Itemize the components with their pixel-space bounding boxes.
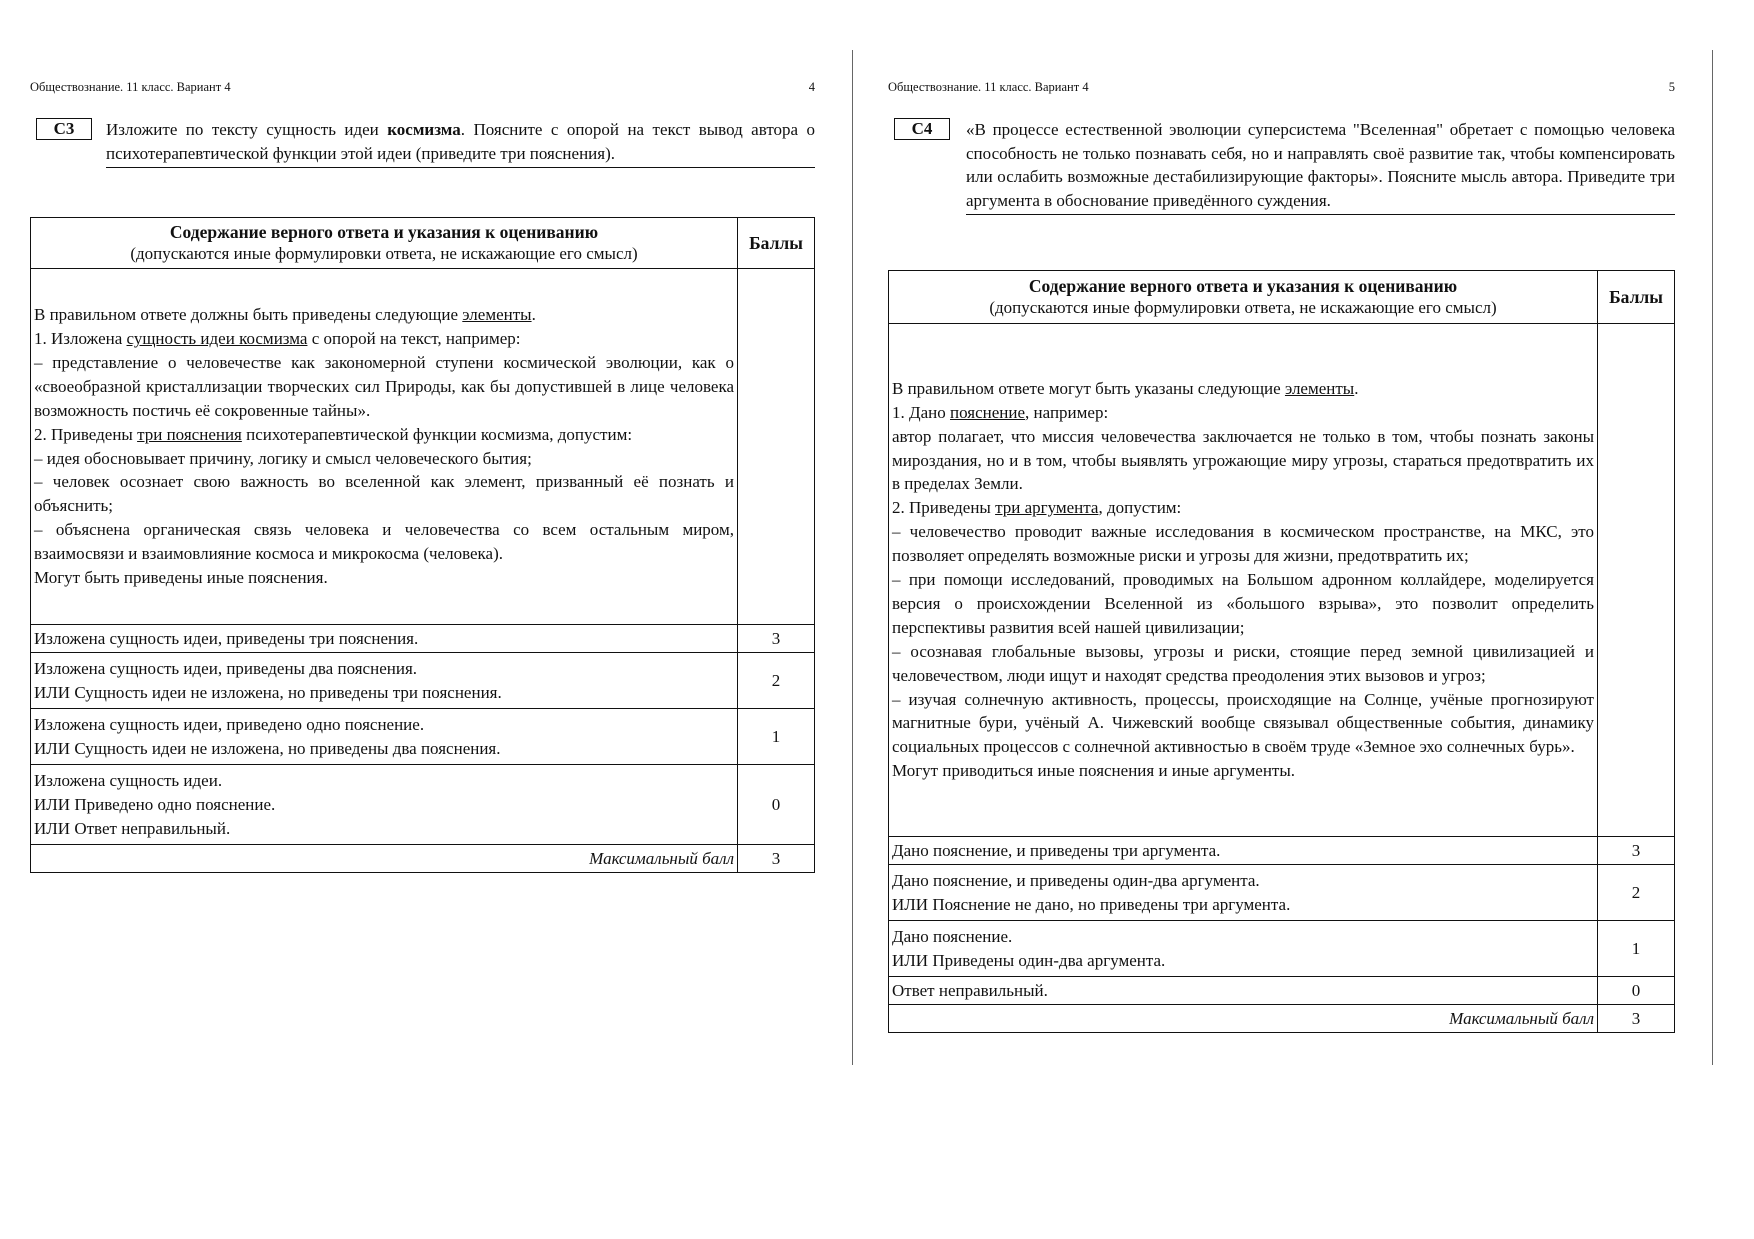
score-cell-empty <box>1598 324 1675 837</box>
content-closing: Могут приводиться иные пояснения и иные аргументы. <box>892 761 1296 781</box>
max-score-value: 3 <box>1598 1005 1675 1033</box>
task-c4 <box>888 118 1675 215</box>
answer-content-row <box>31 269 815 625</box>
underlined-text: элементы <box>462 305 532 325</box>
score-value: 1 <box>738 709 815 765</box>
text: психотерапевтической функции космизма, допустим: <box>241 424 633 444</box>
max-score-row <box>889 1005 1675 1033</box>
score-value: 2 <box>1598 865 1675 921</box>
task-text <box>106 118 815 168</box>
criteria-text <box>31 765 738 845</box>
criteria-text <box>31 653 738 709</box>
text: В правильном ответе могут быть указаны следующие <box>892 378 1285 398</box>
criteria-line: Изложена сущность идеи, приведены три пояснения. <box>34 628 419 648</box>
criteria-line: Изложена сущность идеи. <box>34 770 223 790</box>
criteria-row <box>889 837 1675 865</box>
header-title: Обществознание. 11 класс. Вариант 4 <box>30 80 231 94</box>
criteria-text <box>889 865 1598 921</box>
max-score-row <box>31 845 815 873</box>
criteria-text <box>889 921 1598 977</box>
text: В правильном ответе должны быть приведены следующие <box>34 305 463 325</box>
score-value: 1 <box>1598 921 1675 977</box>
criteria-line: Дано пояснение, и приведены три аргумента. <box>892 840 1221 860</box>
criteria-line: Изложена сущность идеи, приведено одно пояснение. <box>34 714 425 734</box>
text: . <box>1354 378 1359 398</box>
score-header: Баллы <box>738 218 815 269</box>
table-header-subtitle: (допускаются иные формулировки ответа, не искажающие его смысл) <box>130 244 638 263</box>
criteria-line: Изложена сущность идеи, приведены два пояснения. <box>34 658 418 678</box>
table-header-row <box>31 218 815 269</box>
underlined-text: сущность идеи космизма <box>126 328 308 348</box>
table-header-subtitle: (допускаются иные формулировки ответа, не искажающие его смысл) <box>989 298 1497 317</box>
max-score-label: Максимальный балл <box>889 1005 1598 1033</box>
criteria-line: ИЛИ Приведено одно пояснение. <box>34 794 276 814</box>
text: 2. Приведены <box>892 498 996 518</box>
header-title: Обществознание. 11 класс. Вариант 4 <box>888 80 1089 94</box>
content-intro <box>34 303 734 327</box>
content-point-2 <box>892 496 1594 520</box>
answer-content <box>31 269 738 625</box>
criteria-line: ИЛИ Пояснение не дано, но приведены три аргумента. <box>892 894 1291 914</box>
content-intro <box>892 377 1594 401</box>
page-header <box>30 80 815 96</box>
page-4 <box>30 0 815 1239</box>
criteria-row <box>31 765 815 845</box>
content-example: автор полагает, что миссия человечества заключается не только в том, чтобы познать законы мироздания, но и в том, чтобы выявлять угрожающие миру угрозы, стараться предотвратить их в пределах Земли. <box>892 426 1594 494</box>
task-code: C4 <box>894 118 950 140</box>
content-item: – человечество проводит важные исследования в космическом пространстве, на МКС, это позволяет определять возможные риски и угрозы для жизни, предотвратить их; <box>892 522 1594 566</box>
page-number: 5 <box>1668 80 1675 94</box>
criteria-line: ИЛИ Сущность идеи не изложена, но приведены два пояснения. <box>34 738 501 758</box>
content-point-1 <box>892 401 1594 425</box>
score-value: 2 <box>738 653 815 709</box>
criteria-row <box>889 977 1675 1005</box>
criteria-row <box>889 921 1675 977</box>
grading-table <box>888 270 1675 1033</box>
text: , например: <box>1025 402 1109 422</box>
text: , допустим: <box>1098 498 1182 518</box>
score-value: 3 <box>1598 837 1675 865</box>
grading-table <box>30 217 815 873</box>
criteria-row <box>31 653 815 709</box>
max-score-value: 3 <box>738 845 815 873</box>
table-header-title: Содержание верного ответа и указания к оцениванию <box>1028 276 1458 296</box>
content-item: – объяснена органическая связь человека и человечества со всем остальным миром, взаимосвязи и взаимовлияние космоса и микрокосма (человека). <box>34 520 734 564</box>
content-closing: Могут быть приведены иные пояснения. <box>34 568 328 588</box>
criteria-line: ИЛИ Ответ неправильный. <box>34 818 231 838</box>
text: . <box>531 305 536 325</box>
criteria-line: Дано пояснение. <box>892 926 1013 946</box>
criteria-line: Дано пояснение, и приведены один-два аргумента. <box>892 870 1260 890</box>
task-c3 <box>30 118 815 168</box>
criteria-text <box>889 837 1598 865</box>
task-text-part: Изложите по тексту сущность идеи <box>106 120 388 139</box>
criteria-line: ИЛИ Сущность идеи не изложена, но приведены три пояснения. <box>34 682 502 702</box>
score-header: Баллы <box>1598 271 1675 324</box>
content-item: – осознавая глобальные вызовы, угрозы и риски, стоящие перед земной цивилизацией и человечеством, люди ищут и находят средства преодоления этих вызовов и угроз; <box>892 641 1594 685</box>
table-header-cell <box>31 218 738 269</box>
underlined-text: элементы <box>1284 378 1355 398</box>
content-point-2 <box>34 423 734 447</box>
criteria-text <box>31 709 738 765</box>
criteria-text <box>31 625 738 653</box>
page-number: 4 <box>808 80 815 94</box>
task-text: «В процессе естественной эволюции суперсистема "Вселенная" обретает с помощью человека способность не только познавать себя, но и направлять своё развитие так, чтобы компенсировать или ослабить возможные дестабилизирующие факторы». Поясните мысль автора. Приведите три аргумента в обоснование приведённого суждения. <box>966 118 1675 215</box>
text: 1. Изложена <box>34 328 127 348</box>
page-header <box>888 80 1675 96</box>
table-header-title: Содержание верного ответа и указания к оцениванию <box>169 222 599 242</box>
score-cell-empty <box>738 269 815 625</box>
page-edge <box>1712 50 1713 1065</box>
underlined-text: три аргумента <box>995 498 1099 518</box>
criteria-row <box>889 865 1675 921</box>
score-value: 0 <box>738 765 815 845</box>
page-divider <box>852 50 853 1065</box>
underlined-text: пояснение <box>950 402 1026 422</box>
content-example: – представление о человечестве как закономерной ступени космической эволюции, как о «своеобразной кристаллизации творческих сил Природы, как бы допустившей в лице человека возможность постичь её сокровенные тайны». <box>34 352 734 420</box>
table-header-row <box>889 271 1675 324</box>
criteria-row <box>31 709 815 765</box>
content-item: – идея обосновывает причину, логику и смысл человеческого бытия; <box>34 448 532 468</box>
content-item: – человек осознает свою важность во вселенной как элемент, призванный её познать и объяснить; <box>34 472 734 516</box>
criteria-line: Ответ неправильный. <box>892 980 1048 1000</box>
answer-content <box>889 324 1598 837</box>
criteria-text <box>889 977 1598 1005</box>
score-value: 0 <box>1598 977 1675 1005</box>
page-5 <box>888 0 1675 1239</box>
answer-content-row <box>889 324 1675 837</box>
criteria-line: ИЛИ Приведены один-два аргумента. <box>892 950 1166 970</box>
text: 1. Дано <box>892 402 950 422</box>
score-value: 3 <box>738 625 815 653</box>
task-text-part: . Поясните с опорой на текст вывод автора о психотерапевтической функции этой идеи (приведите три пояснения). <box>106 120 815 163</box>
table-header-cell <box>889 271 1598 324</box>
text: с опорой на текст, например: <box>307 328 521 348</box>
underlined-text: три пояснения <box>137 424 242 444</box>
content-item: – изучая солнечную активность, процессы, происходящие на Солнце, учёные прогнозируют магнитные бури, учёный А. Чижевский вообще связывал общественные события, динамику социальных процессов с солнечной активностью в своём труде «Земное эхо солнечных бурь». <box>892 689 1594 757</box>
task-text-bold: космизма <box>387 120 461 139</box>
content-item: – при помощи исследований, проводимых на Большом адронном коллайдере, моделируется версия о происхождении Вселенной из «большого взрыва», это позволит определить перспективы развития всей нашей цивилизации; <box>892 570 1594 637</box>
task-code: C3 <box>36 118 92 140</box>
max-score-label: Максимальный балл <box>31 845 738 873</box>
criteria-row <box>31 625 815 653</box>
content-point-1 <box>34 327 734 351</box>
text: 2. Приведены <box>34 424 138 444</box>
